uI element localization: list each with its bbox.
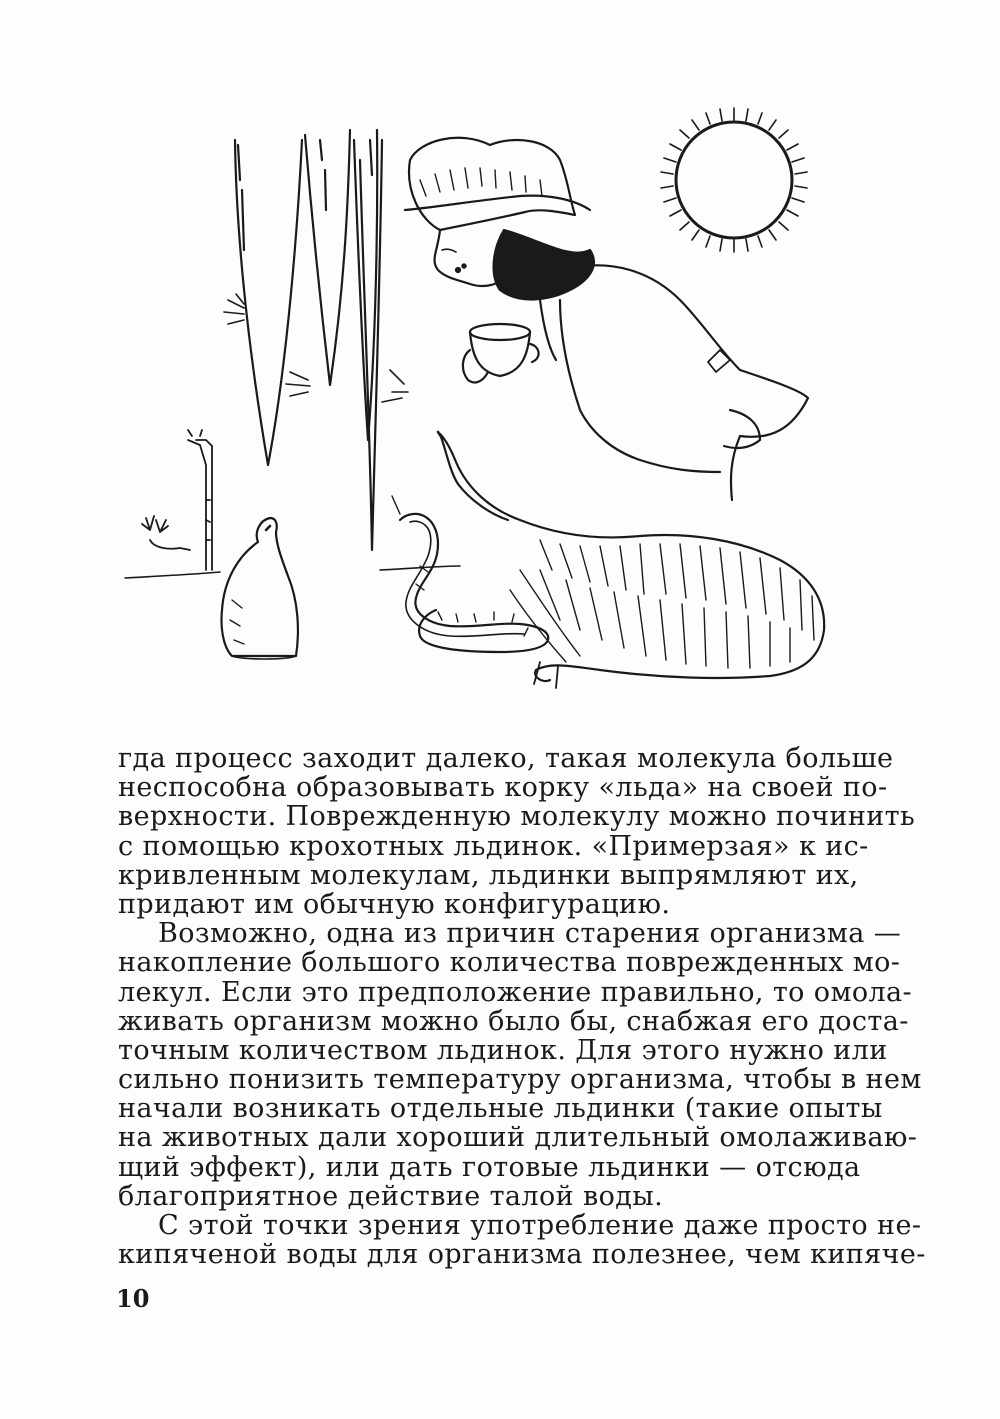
text-line: благоприятное действие талой воды. (118, 1180, 664, 1212)
text-line: точным количеством льдинок. Для этого нужно или (118, 1034, 888, 1066)
paragraph-3 (118, 1210, 926, 1271)
cup-icon (470, 324, 539, 376)
text-line: придают им обычную конфигурацию. (118, 888, 671, 920)
text-line: сильно понизить температуру организма, чтобы в нем (118, 1064, 922, 1096)
text-line: неспособна образовывать корку «льда» на своей по- (118, 772, 888, 804)
page-number: 10 (116, 1284, 150, 1313)
text-line: живать организм можно было бы, снабжая его доста- (118, 1005, 909, 1037)
hedgehog-icon (438, 432, 824, 688)
text-line: кривленным молекулам, льдинки выпрямляют их, (118, 859, 859, 891)
text-line: лекул. Если это предположение правильно, то омола- (118, 976, 913, 1008)
sun-icon (661, 108, 807, 252)
text-line: кипяченой воды для организма полезнее, чем кипяче- (118, 1239, 926, 1271)
text-line: верхности. Поврежденную молекулу можно починить (118, 801, 916, 833)
text-line: гда процесс заходит далеко, такая молекула больше (118, 743, 894, 774)
marmot-icon (221, 518, 297, 659)
text-line: С этой точки зрения употребление даже просто не- (158, 1210, 922, 1241)
text-line: щий эффект), или дать готовые льдинки — отсюда (118, 1151, 861, 1183)
text-line: начали возникать отдельные льдинки (такие опыты (118, 1093, 883, 1125)
deer-icon (142, 516, 190, 550)
ice-illustration (120, 100, 840, 700)
snake-icon (392, 496, 548, 652)
person-icon (405, 138, 808, 500)
text-line: накопление большого количества поврежденных мо- (118, 947, 901, 979)
paragraph-2 (118, 918, 922, 1212)
paragraph-1 (118, 743, 916, 920)
text-line: с помощью крохотных льдинок. «Примерзая» к ис- (118, 830, 869, 862)
text-line: на животных дали хороший длительный омолаживаю- (118, 1122, 918, 1154)
text-line: Возможно, одна из причин старения организма — (158, 918, 902, 950)
body-text (118, 743, 926, 1271)
giraffe-icon (188, 430, 212, 570)
icicle-icon (235, 130, 382, 550)
